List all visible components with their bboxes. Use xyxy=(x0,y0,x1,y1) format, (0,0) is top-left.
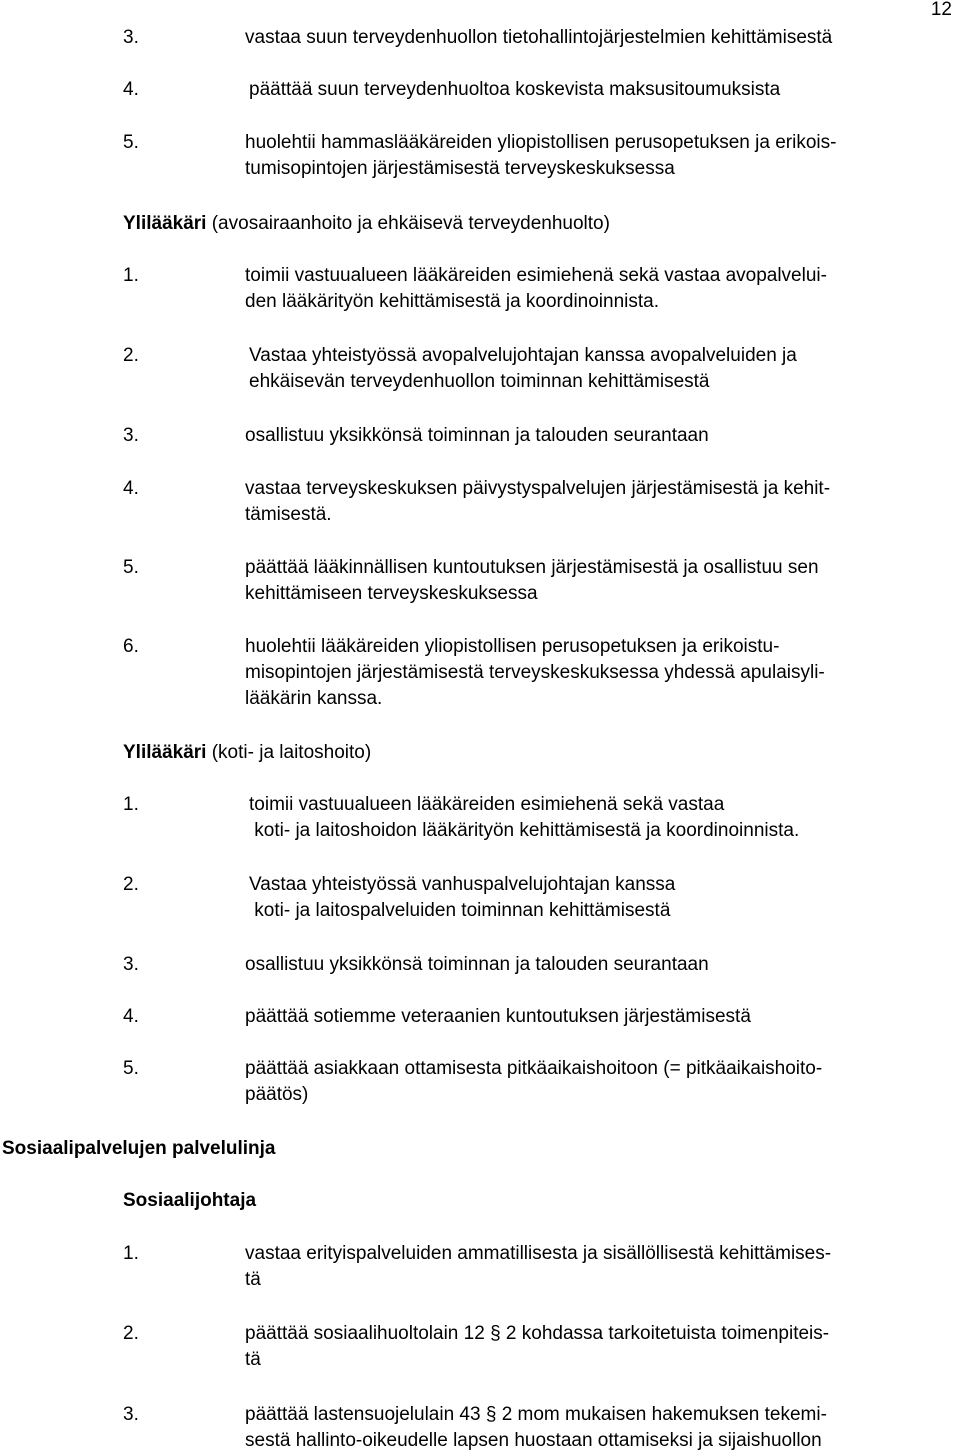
list-item-number: 6. xyxy=(123,636,139,657)
list-item-text xyxy=(245,1321,960,1373)
list-item-text xyxy=(249,77,960,103)
list-item-text xyxy=(245,1056,960,1108)
heading-bold-part: Ylilääkäri xyxy=(123,213,207,234)
text-line: tä xyxy=(245,1269,261,1290)
section-heading-avosairaanhoito xyxy=(123,211,610,237)
list-item-text xyxy=(245,555,960,607)
list-item-number: 1. xyxy=(123,265,139,286)
list-item-text xyxy=(245,130,960,182)
text-line: kehittämiseen terveyskeskuksessa xyxy=(245,583,538,604)
list-item-text xyxy=(245,423,960,449)
list-item-text xyxy=(245,1004,960,1030)
text-line: päättää lääkinnällisen kuntoutuksen järjestämisestä ja osallistuu sen xyxy=(245,557,819,578)
text-line: osallistuu yksikkönsä toiminnan ja talouden seurantaan xyxy=(245,425,709,446)
text-line: päättää lastensuojelulain 43 § 2 mom mukaisen hakemuksen tekemi- xyxy=(245,1404,827,1425)
list-item-number: 2. xyxy=(123,1323,139,1344)
list-item-text xyxy=(249,872,960,924)
list-item-text xyxy=(245,476,960,528)
list-item-number: 4. xyxy=(123,79,139,100)
text-line: päätös) xyxy=(245,1084,309,1105)
text-line: toimii vastuualueen lääkäreiden esimiehenä sekä vastaa avopalvelui- xyxy=(245,265,827,286)
section-heading-sosiaalijohtaja: Sosiaalijohtaja xyxy=(123,1190,257,1211)
heading-normal-part: (avosairaanhoito ja ehkäisevä terveydenhuolto) xyxy=(206,213,610,234)
text-line: misopintojen järjestämisestä terveyskeskuksessa yhdessä apulaisyli- xyxy=(245,662,825,683)
text-line: huolehtii hammaslääkäreiden yliopistollisen perusopetuksen ja erikois- xyxy=(245,132,837,153)
text-line: ehkäisevän terveydenhuollon toiminnan kehittämisestä xyxy=(249,371,710,392)
text-line: koti- ja laitospalveluiden toiminnan kehittämisestä xyxy=(249,900,671,921)
list-item-text xyxy=(249,343,960,395)
text-line: tumisopintojen järjestämisestä terveyskeskuksessa xyxy=(245,158,675,179)
text-line: sestä hallinto-oikeudelle lapsen huostaan ottamiseksi ja sijaishuollon xyxy=(245,1430,822,1451)
list-item-number: 4. xyxy=(123,1006,139,1027)
list-item-number: 3. xyxy=(123,425,139,446)
list-item-number: 1. xyxy=(123,1243,139,1264)
list-item-number: 2. xyxy=(123,345,139,366)
list-item-number: 3. xyxy=(123,27,139,48)
list-item-text xyxy=(249,792,960,844)
list-item-number: 5. xyxy=(123,1058,139,1079)
heading-bold-part: Ylilääkäri xyxy=(123,742,207,763)
list-item-number: 3. xyxy=(123,954,139,975)
section-heading-koti-laitoshoito xyxy=(123,740,371,766)
list-item-number: 5. xyxy=(123,557,139,578)
list-item-number: 2. xyxy=(123,874,139,895)
list-item-text xyxy=(245,1241,960,1293)
list-item-number: 1. xyxy=(123,794,139,815)
text-line: den lääkärityön kehittämisestä ja koordinoinnista. xyxy=(245,291,660,312)
text-line: Vastaa yhteistyössä avopalvelujohtajan kanssa avopalveluiden ja xyxy=(249,345,797,366)
list-item-text xyxy=(245,25,960,51)
page-number: 12 xyxy=(930,0,952,20)
text-line: päättää suun terveydenhuoltoa koskevista maksusitoumuksista xyxy=(249,79,781,100)
text-line: päättää sosiaalihuoltolain 12 § 2 kohdassa tarkoitetuista toimenpiteis- xyxy=(245,1323,830,1344)
text-line: vastaa terveyskeskuksen päivystyspalvelujen järjestämisestä ja kehit- xyxy=(245,478,831,499)
text-line: vastaa erityispalveluiden ammatillisesta ja sisällöllisestä kehittämises- xyxy=(245,1243,832,1264)
list-item-text xyxy=(245,634,960,712)
list-item-number: 4. xyxy=(123,478,139,499)
text-line: päättää sotiemme veteraanien kuntoutuksen järjestämisestä xyxy=(245,1006,751,1027)
text-line: toimii vastuualueen lääkäreiden esimiehenä sekä vastaa xyxy=(249,794,725,815)
text-line: tä xyxy=(245,1349,261,1370)
text-line: vastaa suun terveydenhuollon tietohallintojärjestelmien kehittämisestä xyxy=(245,27,833,48)
section-heading-sosiaalipalvelut: Sosiaalipalvelujen palvelulinja xyxy=(2,1138,276,1159)
text-line: huolehtii lääkäreiden yliopistollisen perusopetuksen ja erikoistu- xyxy=(245,636,780,657)
list-item-text xyxy=(245,1402,960,1454)
text-line: lääkärin kanssa. xyxy=(245,688,383,709)
text-line: päättää asiakkaan ottamisesta pitkäaikaishoitoon (= pitkäaikaishoito- xyxy=(245,1058,823,1079)
list-item-text xyxy=(245,952,960,978)
list-item-number: 5. xyxy=(123,132,139,153)
text-line: tämisestä. xyxy=(245,504,332,525)
text-line: Vastaa yhteistyössä vanhuspalvelujohtajan kanssa xyxy=(249,874,676,895)
text-line: osallistuu yksikkönsä toiminnan ja talouden seurantaan xyxy=(245,954,709,975)
list-item-text xyxy=(245,263,960,315)
heading-normal-part: (koti- ja laitoshoito) xyxy=(206,742,372,763)
text-line: koti- ja laitoshoidon lääkärityön kehittämisestä ja koordinoinnista. xyxy=(249,820,800,841)
list-item-number: 3. xyxy=(123,1404,139,1425)
